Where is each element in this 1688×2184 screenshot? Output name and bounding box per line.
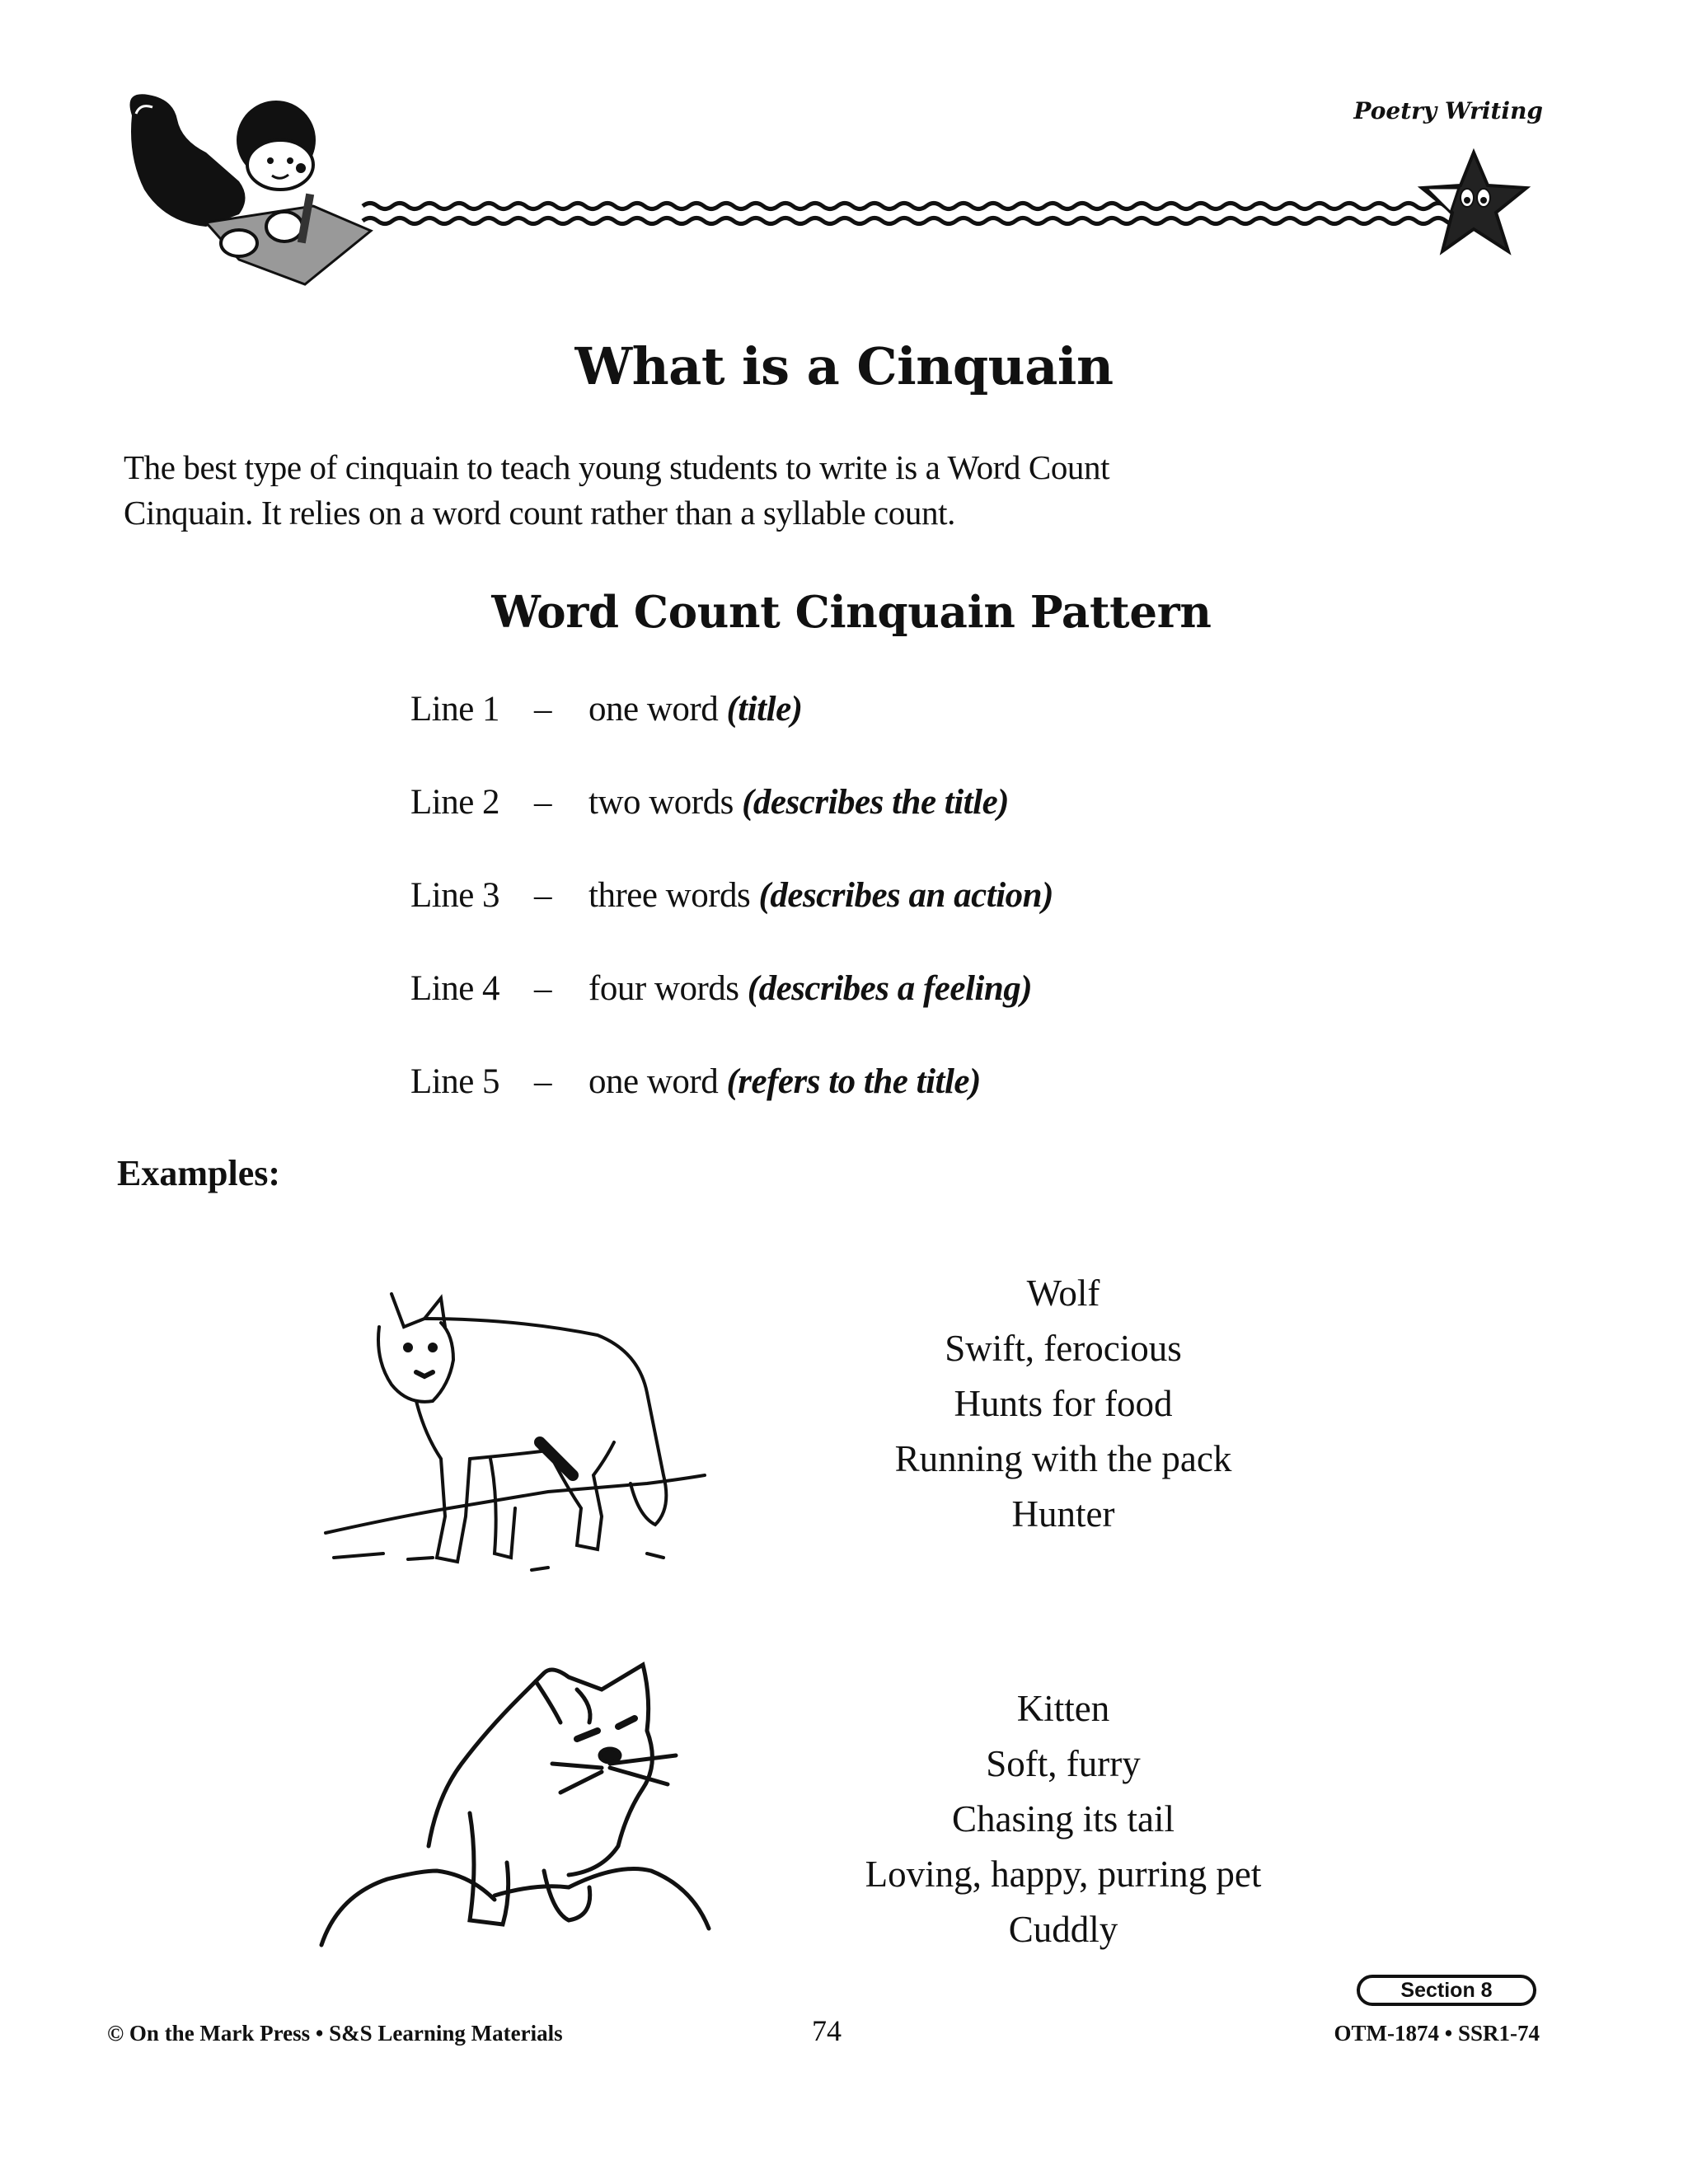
pattern-line-count: four words xyxy=(588,969,748,1008)
star-face-icon xyxy=(1422,152,1526,251)
header-section-label: Poetry Writing xyxy=(1353,97,1543,124)
poem-line: Swift, ferocious xyxy=(945,1328,1182,1369)
poem-line: Loving, happy, purring pet xyxy=(865,1854,1262,1895)
pattern-line-label: Line 5 xyxy=(410,1062,500,1101)
pattern-line-dash: – xyxy=(534,969,551,1008)
header-banner xyxy=(115,82,1566,288)
poem-line: Running with the pack xyxy=(894,1438,1232,1479)
pattern-line-note: (describes a feeling) xyxy=(747,969,1033,1008)
boy-writing-icon xyxy=(130,94,372,284)
poem-line: Wolf xyxy=(1026,1272,1100,1314)
pattern-line-dash: – xyxy=(534,690,551,729)
pattern-title: Word Count Cinquain Pattern xyxy=(491,587,1212,638)
pattern-line-note: (describes an action) xyxy=(758,876,1053,915)
intro-line-1: The best type of cinquain to teach young students to write is a Word Count xyxy=(124,448,1110,486)
page-number: 74 xyxy=(812,2014,842,2047)
kitten-icon xyxy=(305,1648,717,1953)
pattern-line-count: one word xyxy=(588,690,727,729)
pattern-line-count: three words xyxy=(588,876,759,915)
pattern-line-dash: – xyxy=(534,876,551,915)
pattern-line xyxy=(410,1062,981,1102)
wavy-line-icon xyxy=(363,204,1461,224)
poem-kitten xyxy=(799,1681,1327,1957)
footer-code: OTM-1874 • SSR1-74 xyxy=(1334,2021,1540,2046)
examples-label: Examples: xyxy=(117,1153,280,1193)
intro-line-2: Cinquain. It relies on a word count rather than a syllable count. xyxy=(124,494,955,532)
pattern-line xyxy=(410,968,1032,1009)
pattern-line-dash: – xyxy=(534,1062,551,1101)
poem-line: Hunts for food xyxy=(954,1383,1173,1424)
intro-paragraph xyxy=(124,445,1409,536)
pattern-line xyxy=(410,875,1053,916)
pattern-line-label: Line 2 xyxy=(410,783,500,822)
pattern-line-label: Line 4 xyxy=(410,969,500,1008)
pattern-line-count: two words xyxy=(588,783,743,822)
wolf-icon xyxy=(301,1269,713,1582)
pattern-line-label: Line 3 xyxy=(410,876,500,915)
pattern-line xyxy=(410,782,1009,823)
pattern-line-note: (describes the title) xyxy=(742,783,1009,822)
pattern-line-note: (title) xyxy=(726,690,803,729)
poem-line: Cuddly xyxy=(1008,1909,1118,1950)
poem-line: Hunter xyxy=(1011,1493,1115,1535)
poem-wolf xyxy=(808,1266,1319,1542)
poem-line: Soft, furry xyxy=(986,1743,1141,1784)
pattern-line xyxy=(410,689,802,729)
pattern-line-label: Line 1 xyxy=(410,690,500,729)
section-badge: Section 8 xyxy=(1357,1975,1536,2006)
pattern-line-dash: – xyxy=(534,783,551,822)
footer-copyright: © On the Mark Press • S&S Learning Materials xyxy=(107,2021,563,2046)
poem-line: Kitten xyxy=(1016,1688,1110,1729)
poem-line: Chasing its tail xyxy=(952,1798,1175,1840)
pattern-line-count: one word xyxy=(588,1062,727,1101)
page-title: What is a Cinquain xyxy=(574,336,1114,396)
pattern-line-note: (refers to the title) xyxy=(726,1062,981,1101)
